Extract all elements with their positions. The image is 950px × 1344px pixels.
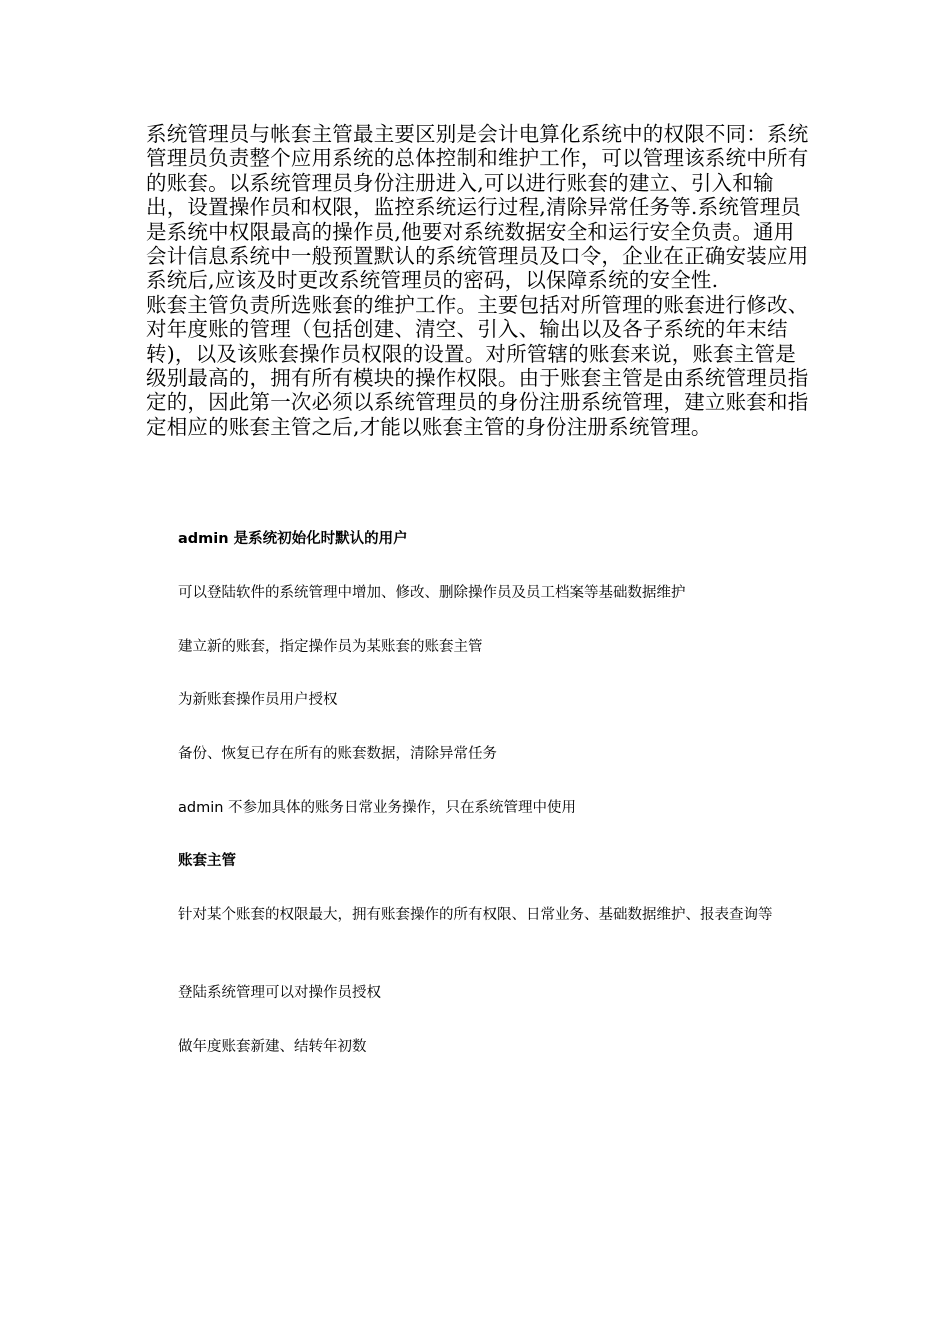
admin-item: 备份、恢复已存在所有的账套数据，清除异常任务: [178, 746, 497, 762]
intro-text: [146, 122, 810, 439]
admin-item: 可以登陆软件的系统管理中增加、修改、删除操作员及员工档案等基础数据维护: [178, 585, 686, 601]
admin-section-heading: admin 是系统初始化时默认的用户: [178, 531, 408, 547]
intro-paragraph-system-admin: 系统管理员与帐套主管最主要区别是会计电算化系统中的权限不同：系统管理员负责整个应用系统的总体控制和维护工作，可以管理该系统中所有的账套。以系统管理员身份注册进入,可以进行账套的建立、引入和输出，设置操作员和权限，监控系统运行过程,清除异常任务等.系统管理员是系统中权限最高的操作员,他要对系统数据安全和运行安全负责。通用会计信息系统中一般预置默认的系统管理员及口令，企业在正确安装应用系统后,应该及时更改系统管理员的密码，以保障系统的安全性.: [146, 122, 809, 293]
supervisor-section-heading: 账套主管: [178, 853, 236, 869]
supervisor-item: 登陆系统管理可以对操作员授权: [178, 985, 381, 1001]
intro-paragraph-account-supervisor: 账套主管负责所选账套的维护工作。主要包括对所管理的账套进行修改、对年度账的管理（包括创建、清空、引入、输出以及各子系统的年末结转)，以及该账套操作员权限的设置。对所管辖的账套来说，账套主管是级别最高的，拥有所有模块的操作权限。由于账套主管是由系统管理员指定的，因此第一次必须以系统管理员的身份注册系统管理，建立账套和指定相应的账套主管之后,才能以账套主管的身份注册系统管理。: [146, 292, 809, 439]
supervisor-item: 做年度账套新建、结转年初数: [178, 1039, 367, 1055]
supervisor-item: 针对某个账套的权限最大，拥有账套操作的所有权限、日常业务、基础数据维护、报表查询等: [178, 907, 773, 923]
admin-item: 为新账套操作员用户授权: [178, 692, 338, 708]
admin-item: 建立新的账套，指定操作员为某账套的账套主管: [178, 639, 483, 655]
admin-item: admin 不参加具体的账务日常业务操作，只在系统管理中使用: [178, 800, 577, 816]
